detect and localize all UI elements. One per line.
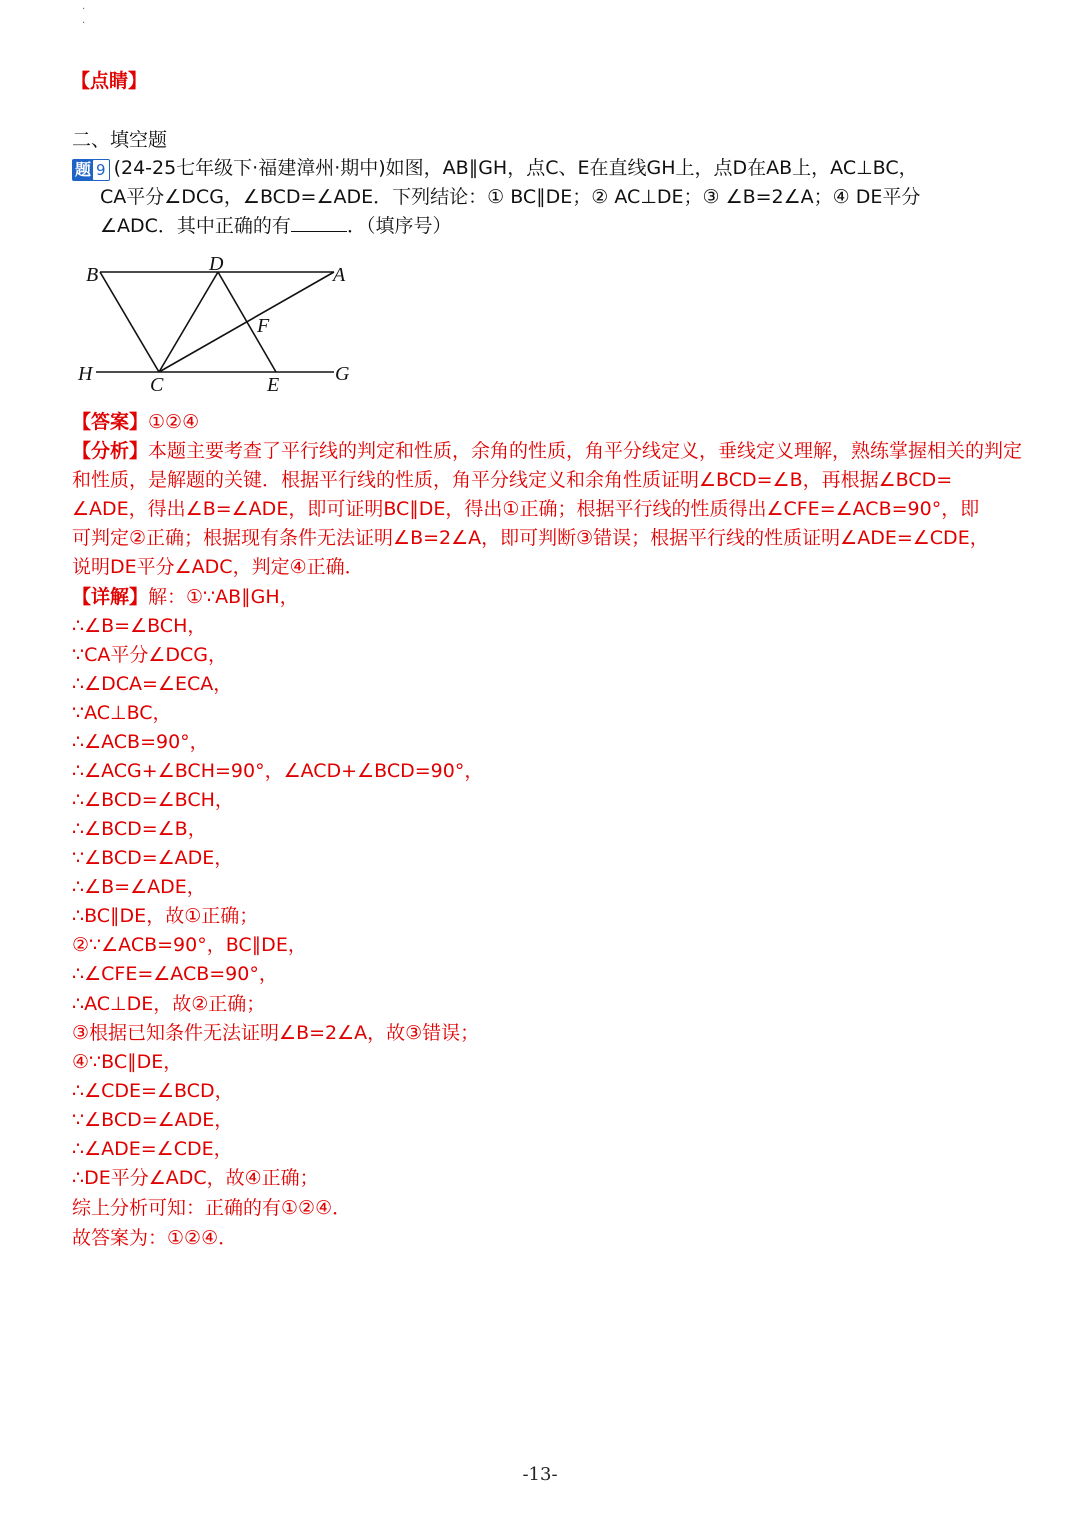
segment-CA	[159, 272, 334, 372]
analysis-text-1: 本题主要考查了平行线的判定和性质，余角的性质，角平分线定义，垂线定义理解，熟练掌握相关的判定	[148, 440, 1023, 462]
label-F: F	[257, 315, 270, 337]
detail-line: ∴∠ACG+∠BCH=90°，∠ACD+∠BCD=90°，	[72, 760, 484, 782]
label-A: A	[333, 264, 346, 286]
segment-BC	[100, 272, 159, 372]
answer-line	[72, 408, 199, 437]
detail-line: ∴BC∥DE，故①正确；	[72, 905, 259, 927]
detail-line: ∵CA平分∠DCG，	[72, 644, 228, 666]
dianjing-label: 【点睛】	[71, 70, 148, 92]
detail-line: ∴∠CDE=∠BCD，	[72, 1080, 234, 1102]
detail-text-0: 解：①∵AB∥GH，	[148, 586, 299, 608]
question-line-3	[100, 212, 451, 241]
analysis-line-2: 和性质，是解题的关键．根据平行线的性质，角平分线定义和余角性质证明∠BCD=∠B，再根据∠BCD=	[72, 469, 953, 491]
question-text-1: (24-25七年级下·福建漳州·期中)如图，AB∥GH，点C、E在直线GH上，点D在AB上，AC⊥BC，	[113, 157, 918, 179]
segment-DC	[159, 272, 218, 372]
detail-line: ∵AC⊥BC，	[72, 702, 172, 724]
question-text-3: ∠ADC．其中正确的有	[100, 215, 291, 237]
detail-line: ∴∠BCD=∠BCH，	[72, 789, 234, 811]
question-badge	[72, 158, 110, 180]
question-line-2: CA平分∠DCG，∠BCD=∠ADE．下列结论：① BC∥DE；② AC⊥DE；③ ∠B=2∠A；④ DE平分	[100, 186, 921, 208]
detail-line: 综上分析可知：正确的有①②④．	[72, 1197, 352, 1219]
detail-line: ∴∠B=∠ADE，	[72, 876, 206, 898]
detail-line: ②∵∠ACB=90°，BC∥DE，	[72, 934, 307, 956]
question-badge-number: 9	[92, 159, 110, 181]
detail-line: ∴DE平分∠ADC，故④正确；	[72, 1167, 319, 1189]
detail-line: ∴∠ADE=∠CDE，	[72, 1138, 233, 1160]
geometry-figure	[72, 252, 362, 402]
analysis-line-5: 说明DE平分∠ADC，判定④正确．	[72, 556, 364, 578]
label-B: B	[86, 264, 99, 286]
header-dots: . .	[82, 1, 86, 26]
label-D: D	[209, 253, 224, 275]
detail-label: 【详解】	[72, 586, 149, 608]
section-title: 二、填空题	[72, 129, 168, 151]
question-badge-left: 题	[72, 159, 94, 181]
label-G: G	[335, 363, 350, 385]
detail-line: ∴∠BCD=∠B，	[72, 818, 207, 840]
detail-line-0	[72, 583, 299, 612]
detail-line: ∵∠BCD=∠ADE，	[72, 1109, 234, 1131]
label-H: H	[78, 363, 93, 385]
analysis-line-3: ∠ADE，得出∠B=∠ADE，即可证明BC∥DE，得出①正确；根据平行线的性质得出∠CFE=∠ACB=90°，即	[72, 498, 980, 520]
label-C: C	[150, 374, 164, 396]
detail-line: ∴∠B=∠BCH，	[72, 615, 207, 637]
analysis-line-4: 可判定②正确；根据现有条件无法证明∠B=2∠A，即可判断③错误；根据平行线的性质证明∠ADE=∠CDE，	[72, 527, 989, 549]
analysis-line-1	[72, 437, 1022, 466]
detail-line: ∴AC⊥DE，故②正确；	[72, 993, 266, 1015]
answer-value: ①②④	[148, 411, 200, 433]
analysis-label: 【分析】	[72, 440, 149, 462]
answer-label: 【答案】	[72, 411, 149, 433]
question-text-3b: ．（填序号）	[346, 215, 452, 237]
detail-line: ∵∠BCD=∠ADE，	[72, 847, 234, 869]
detail-line: ∴∠DCA=∠ECA，	[72, 673, 233, 695]
label-E: E	[267, 374, 280, 396]
detail-line: ∴∠ACB=90°，	[72, 731, 209, 753]
page-number: -13-	[522, 1464, 558, 1485]
question-line-1	[72, 154, 918, 183]
detail-line: ④∵BC∥DE，	[72, 1051, 183, 1073]
answer-blank	[291, 213, 347, 232]
detail-line: ③根据已知条件无法证明∠B=2∠A，故③错误；	[72, 1022, 480, 1044]
detail-line: 故答案为：①②④．	[72, 1227, 238, 1249]
detail-line: ∴∠CFE=∠ACB=90°，	[72, 963, 278, 985]
